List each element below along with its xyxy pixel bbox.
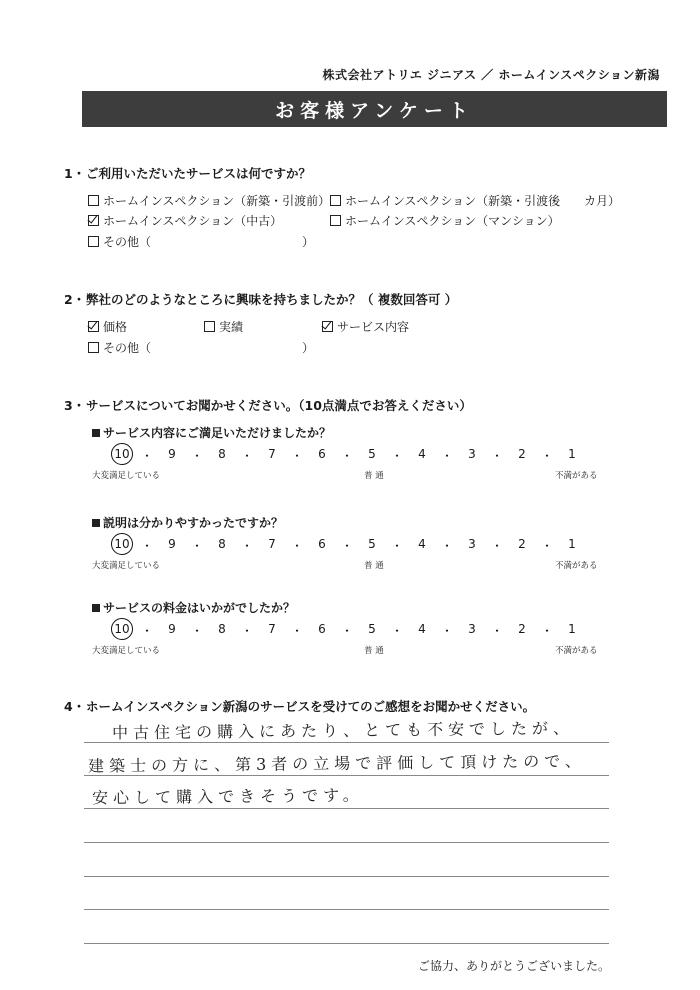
question-4 — [64, 697, 535, 715]
rating-scale[interactable] — [0, 447, 700, 467]
q1-option-new-after[interactable] — [330, 192, 560, 209]
checkbox-checked[interactable] — [88, 321, 99, 332]
scale-value-5[interactable]: 5 — [368, 537, 376, 551]
scale-separator: ・ — [190, 449, 204, 463]
question-number: 4・ — [64, 699, 86, 714]
label-high: 大変満足している — [92, 471, 161, 481]
scale-value-2[interactable]: 2 — [518, 537, 526, 551]
scale-separator: ・ — [340, 449, 354, 463]
item-text: サービス内容にご満足いただけましたか？ — [103, 426, 332, 440]
scale-separator: ・ — [440, 539, 454, 553]
scale-separator: ・ — [540, 624, 554, 638]
checkbox[interactable] — [330, 195, 341, 206]
q1-other-close: ） — [302, 235, 315, 249]
scale-separator: ・ — [440, 449, 454, 463]
option-label: その他（ — [103, 235, 152, 249]
label-low: 不満がある — [555, 561, 598, 571]
scale-separator: ・ — [440, 624, 454, 638]
item-text: 説明は分かりやすかったですか？ — [103, 516, 284, 530]
scale-separator: ・ — [240, 539, 254, 553]
label-mid: 普 通 — [364, 471, 384, 481]
scale-separator: ・ — [140, 624, 154, 638]
scale-value-8[interactable]: 8 — [218, 447, 226, 461]
scale-separator: ・ — [290, 449, 304, 463]
answer-line — [84, 808, 609, 809]
survey-title: お客様アンケート — [275, 99, 474, 122]
question-text: ホームインスペクション新潟のサービスを受けてのご感想をお聞かせください。 — [86, 699, 536, 714]
q3-item-3-question — [92, 599, 295, 616]
option-label: その他（ — [103, 341, 152, 355]
label-high: 大変満足している — [92, 646, 161, 656]
scale-separator: ・ — [290, 624, 304, 638]
label-mid: 普 通 — [364, 646, 384, 656]
scale-value-1[interactable]: 1 — [568, 447, 576, 461]
answer-line — [84, 842, 609, 843]
thanks-message: ご協力、ありがとうございました。 — [417, 959, 610, 973]
q2-option-price[interactable] — [88, 318, 127, 335]
scale-value-6[interactable]: 6 — [318, 622, 326, 636]
label-mid: 普 通 — [364, 561, 384, 571]
scale-value-7[interactable]: 7 — [268, 622, 276, 636]
rating-scale[interactable] — [0, 537, 700, 557]
scale-separator: ・ — [490, 449, 504, 463]
scale-separator: ・ — [540, 539, 554, 553]
scale-value-3[interactable]: 3 — [468, 537, 476, 551]
rating-scale[interactable] — [0, 622, 700, 642]
scale-value-7[interactable]: 7 — [268, 537, 276, 551]
q3-item-1-question — [92, 424, 331, 441]
answer-line — [84, 775, 609, 776]
scale-value-4[interactable]: 4 — [418, 537, 426, 551]
question-text: ご利用いただいたサービスは何ですか？ — [86, 166, 312, 181]
option-label: 実績 — [219, 320, 244, 334]
scale-separator: ・ — [340, 624, 354, 638]
scale-value-8[interactable]: 8 — [218, 537, 226, 551]
scale-separator: ・ — [290, 539, 304, 553]
q2-option-record[interactable] — [204, 318, 243, 335]
scale-separator: ・ — [190, 624, 204, 638]
q3-item-2-question — [92, 514, 283, 531]
scale-value-5[interactable]: 5 — [368, 622, 376, 636]
scale-value-5[interactable]: 5 — [368, 447, 376, 461]
checkbox[interactable] — [330, 215, 341, 226]
label-high: 大変満足している — [92, 561, 161, 571]
scale-separator: ・ — [390, 624, 404, 638]
scale-value-7[interactable]: 7 — [268, 447, 276, 461]
answer-line — [84, 943, 609, 944]
scale-separator: ・ — [390, 539, 404, 553]
scale-value-10[interactable]: 10 — [111, 443, 133, 465]
square-bullet-icon — [92, 519, 100, 527]
option-label: ホームインスペクション（新築・引渡前） — [103, 194, 331, 208]
label-low: 不満がある — [555, 471, 598, 481]
question-3 — [64, 396, 472, 414]
answer-line — [84, 876, 609, 877]
scale-value-2[interactable]: 2 — [518, 447, 526, 461]
scale-separator: ・ — [540, 449, 554, 463]
scale-value-3[interactable]: 3 — [468, 447, 476, 461]
answer-line — [84, 909, 609, 910]
scale-value-6[interactable]: 6 — [318, 447, 326, 461]
scale-value-1[interactable]: 1 — [568, 622, 576, 636]
checkbox-checked[interactable] — [322, 321, 333, 332]
q1-option-mansion[interactable] — [330, 212, 560, 229]
checkbox-checked[interactable] — [88, 215, 99, 226]
scale-separator: ・ — [340, 539, 354, 553]
option-label: サービス内容 — [337, 320, 410, 334]
label-low: 不満がある — [555, 646, 598, 656]
scale-value-8[interactable]: 8 — [218, 622, 226, 636]
q2-option-service[interactable] — [322, 318, 409, 335]
scale-separator: ・ — [140, 449, 154, 463]
scale-value-4[interactable]: 4 — [418, 447, 426, 461]
scale-separator: ・ — [190, 539, 204, 553]
scale-value-4[interactable]: 4 — [418, 622, 426, 636]
scale-value-3[interactable]: 3 — [468, 622, 476, 636]
scale-value-9[interactable]: 9 — [168, 537, 176, 551]
handwritten-answer-line-3: 安心して購入できそうです。 — [91, 785, 364, 808]
scale-value-10[interactable]: 10 — [111, 618, 133, 640]
scale-separator: ・ — [390, 449, 404, 463]
option-label: ホームインスペクション（マンション） — [345, 214, 560, 228]
checkbox[interactable] — [204, 321, 215, 332]
option-label: ホームインスペクション（中古） — [103, 214, 283, 228]
handwritten-answer-line-2: 建築士の方に、第3者の立場で評価して頂けたので、 — [87, 751, 586, 776]
scale-separator: ・ — [490, 624, 504, 638]
option-label: ホームインスペクション（新築・引渡後 — [345, 194, 561, 208]
q1-months-suffix: カ月） — [584, 194, 621, 208]
option-label: 価格 — [103, 320, 128, 334]
q2-other-close: ） — [302, 341, 315, 355]
q1-option-new-before[interactable] — [88, 192, 330, 209]
question-1 — [64, 164, 311, 182]
scale-separator: ・ — [140, 539, 154, 553]
item-text: サービスの料金はいかがでしたか？ — [103, 601, 296, 615]
question-number: 1・ — [64, 166, 86, 181]
survey-title-bar — [82, 91, 667, 127]
scale-value-2[interactable]: 2 — [518, 622, 526, 636]
square-bullet-icon — [92, 429, 100, 437]
handwritten-answer-line-1: 中古住宅の購入にあたり、とても不安でしたが、 — [111, 718, 575, 743]
scale-separator: ・ — [490, 539, 504, 553]
scale-value-6[interactable]: 6 — [318, 537, 326, 551]
question-text: 弊社のどのようなところに興味を持ちましたか？（ 複数回答可 ） — [86, 292, 458, 307]
question-number: 2・ — [64, 292, 86, 307]
company-name: 株式会社アトリエ ジニアス ／ ホームインスペクション新潟 — [322, 68, 660, 82]
question-2 — [64, 290, 457, 308]
square-bullet-icon — [92, 604, 100, 612]
checkbox[interactable] — [88, 342, 99, 353]
checkbox[interactable] — [88, 236, 99, 247]
scale-value-10[interactable]: 10 — [111, 533, 133, 555]
scale-separator: ・ — [240, 624, 254, 638]
scale-value-1[interactable]: 1 — [568, 537, 576, 551]
scale-separator: ・ — [240, 449, 254, 463]
q1-option-other[interactable] — [88, 233, 151, 250]
question-text: サービスについてお聞かせください。（10点満点でお答えください） — [86, 398, 472, 413]
scale-value-9[interactable]: 9 — [168, 447, 176, 461]
answer-line — [84, 742, 609, 743]
q2-option-other[interactable] — [88, 339, 151, 356]
question-number: 3・ — [64, 398, 86, 413]
checkbox[interactable] — [88, 195, 99, 206]
scale-value-9[interactable]: 9 — [168, 622, 176, 636]
q1-option-used[interactable] — [88, 212, 282, 229]
